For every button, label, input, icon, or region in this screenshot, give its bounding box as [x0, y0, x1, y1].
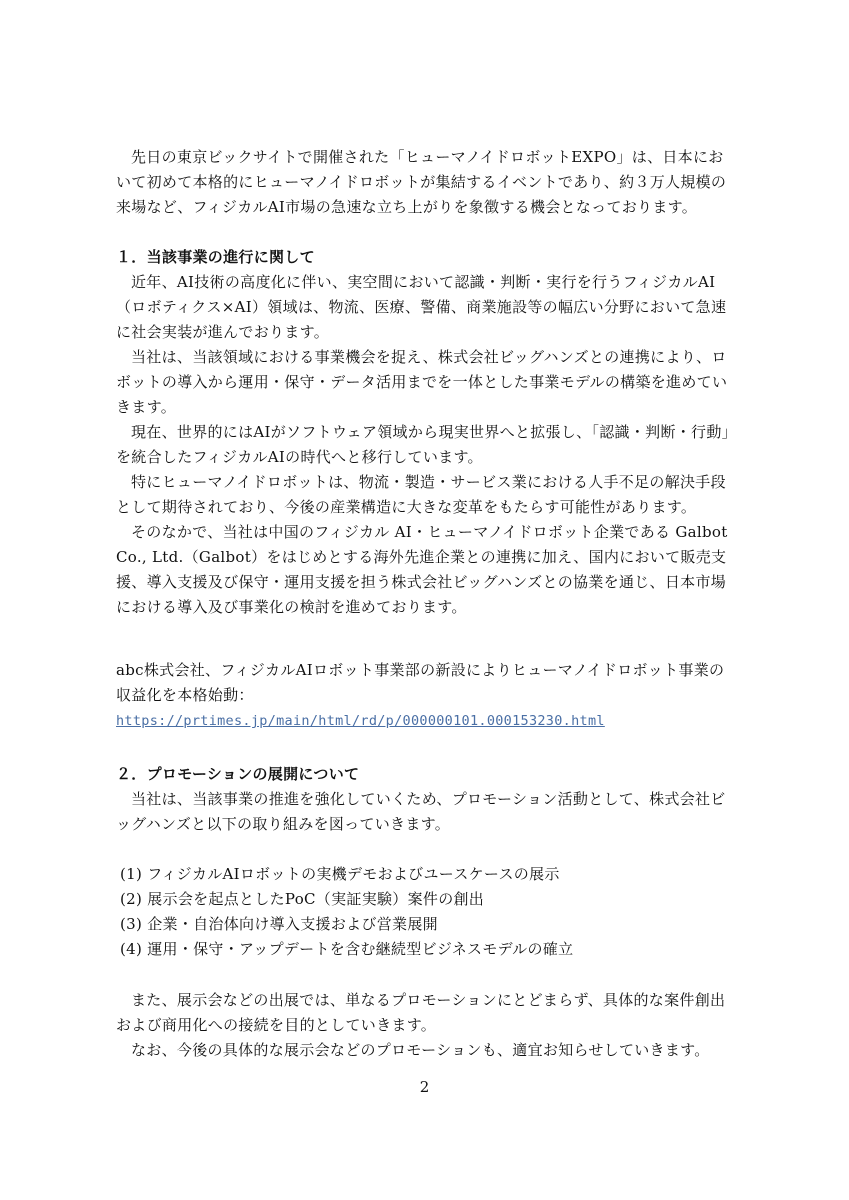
reference-block: [116, 658, 736, 734]
section-1-paragraph-4: 特にヒューマノイドロボットは、物流・製造・サービス業における人手不足の解決手段として期待されており、今後の産業構造に大きな変革をもたらす可能性があります。: [116, 473, 726, 516]
section-1-paragraph-2: 当社は、当該領域における事業機会を捉え、株式会社ビッグハンズとの連携により、ロボットの導入から運用・保守・データ活用までを一体とした事業モデルの構築を進めていきます。: [116, 348, 728, 416]
list-item: (3) 企業・自治体向け導入支援および営業展開: [120, 915, 438, 933]
section-1-paragraph-1: 近年、AI技術の高度化に伴い、実空間において認識・判断・実行を行うフィジカルAI（ロボティクス×AI）領域は、物流、医療、警備、商業施設等の幅広い分野において急速に社会実装が進んでおります。: [116, 273, 727, 341]
list-item: (1) フィジカルAIロボットの実機デモおよびユースケースの展示: [120, 865, 560, 883]
section-2: [116, 762, 736, 837]
section-1-paragraph-3: 現在、世界的にはAIがソフトウェア領域から現実世界へと拡張し、「認識・判断・行動」を統合したフィジカルAIの時代へと移行しています。: [116, 423, 730, 466]
intro-section: [116, 145, 736, 220]
section-2-heading: ２．プロモーションの展開について: [116, 765, 360, 783]
section-1: [116, 245, 736, 620]
reference-paragraph: [116, 658, 736, 734]
closing-paragraph-1: また、展示会などの出展では、単なるプロモーションにとどまらず、具体的な案件創出および商用化への接続を目的としていきます。: [116, 991, 726, 1034]
section-2-intro: 当社は、当該事業の推進を強化していくため、プロモーション活動として、株式会社ビッグハンズと以下の取り組みを図っていきます。: [116, 790, 726, 833]
list-item: (2) 展示会を起点としたPoC（実証実験）案件の創出: [120, 890, 485, 908]
reference-link[interactable]: https://prtimes.jp/main/html/rd/p/000000101.000153230.html: [116, 713, 605, 729]
section-2-closing: [116, 988, 736, 1063]
page-number: 2: [419, 1078, 430, 1096]
list-item: (4) 運用・保守・アップデートを含む継続型ビジネスモデルの確立: [120, 940, 574, 958]
closing-paragraph-2: なお、今後の具体的な展示会などのプロモーションも、適宜お知らせしていきます。: [131, 1041, 710, 1059]
reference-text: abc株式会社、フィジカルAIロボット事業部の新設によりヒューマノイドロボット事業の収益化を本格始動：: [116, 661, 725, 704]
section-1-paragraph-5: そのなかで、当社は中国のフィジカル AI・ヒューマノイドロボット企業である Galbot Co., Ltd.（Galbot）をはじめとする海外先進企業との連携に加え、国内において販売支援、導入支援及び保守・運用支援を担う株式会社ビッグハンズとの協業を通じ、日本市場における導入及び事業化の検討を進めております。: [116, 523, 728, 616]
section-1-heading: １．当該事業の進行に関して: [116, 248, 315, 266]
promotion-list: [116, 862, 736, 962]
intro-paragraph: 先日の東京ビックサイトで開催された「ヒューマノイドロボットEXPO」は、日本において初めて本格的にヒューマノイドロボットが集結するイベントであり、約３万人規模の来場など、フィジカルAI市場の急速な立ち上がりを象徴する機会となっております。: [116, 148, 727, 216]
